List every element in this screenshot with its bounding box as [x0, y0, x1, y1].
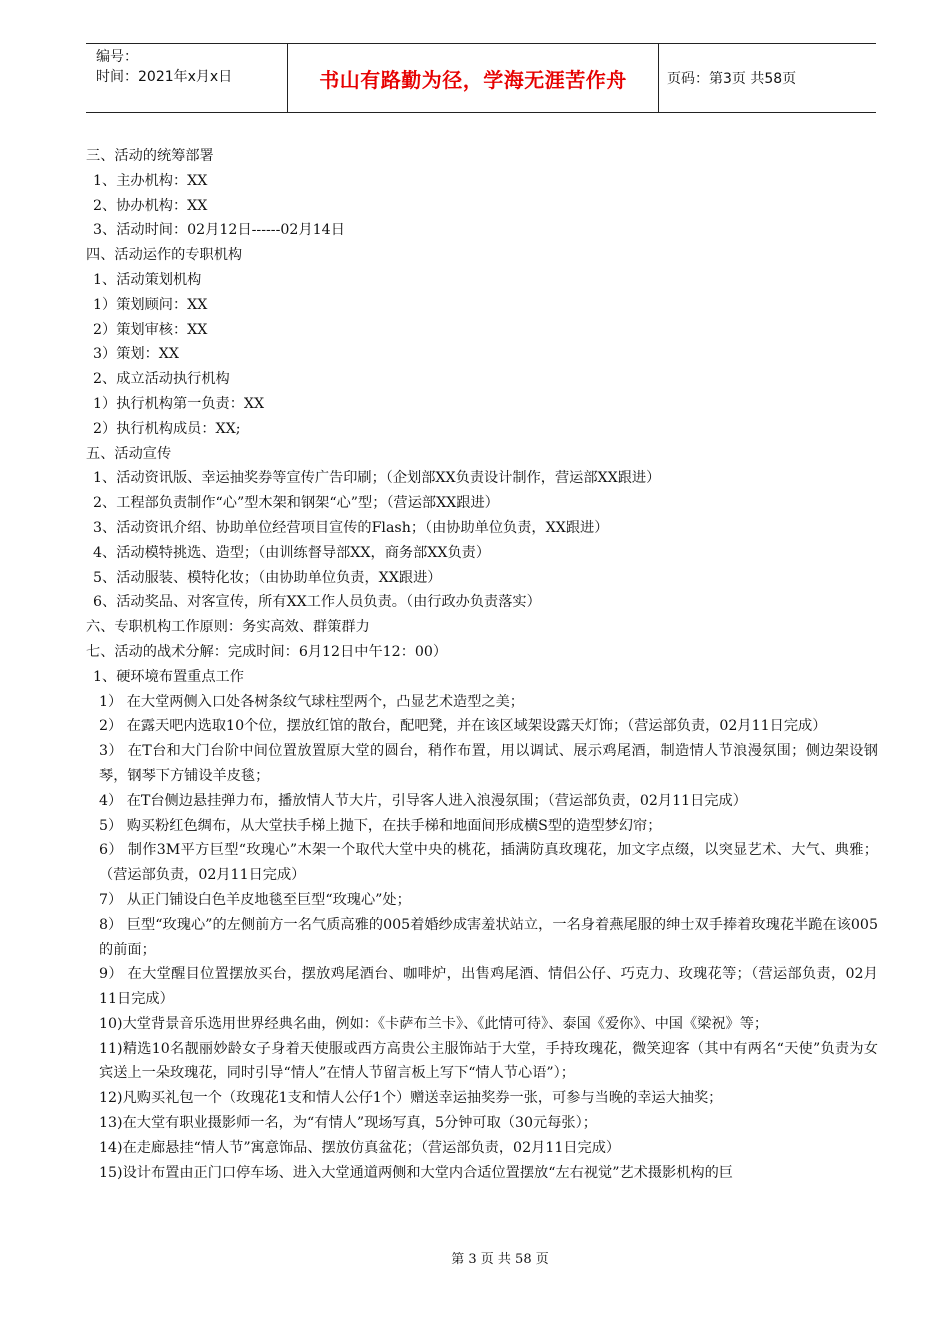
text-line: 5、活动服装、模特化妆；（由协助单位负责，XX跟进） [93, 569, 442, 586]
document-body [86, 144, 878, 1185]
text-line: 14)在走廊悬挂“情人节”寓意饰品、摆放仿真盆花；（营运部负责，02月11日完成） [99, 1139, 621, 1156]
text-line: 10)大堂背景音乐选用世界经典名曲，例如：《卡萨布兰卡》、《此情可待》、泰国《爱你》、中国《梁祝》等； [99, 1015, 769, 1032]
text-line: 1）策划顾问：XX [93, 296, 208, 313]
text-line: 6） 制作3M平方巨型“玫瑰心”木架一个取代大堂中央的桃花，插满防真玫瑰花，加文字点缀，以突显艺术、大气、典雅；（营运部负责，02月11日完成） [99, 842, 878, 884]
page-header [86, 43, 876, 113]
text-line: 四、活动运作的专职机构 [86, 247, 243, 264]
text-line: 11)精选10名靓丽妙龄女子身着天使服或西方高贵公主服饰站于大堂，手持玫瑰花，微笑迎客（其中有两名“天使”负责为女宾送上一朵玫瑰花，同时引导“情人”在情人节留言板上写下“情人节心语”）； [99, 1040, 878, 1082]
header-meta [86, 44, 288, 112]
text-line: 1）执行机构第一负责：XX [93, 395, 265, 412]
text-line: 2）策划审核：XX [93, 321, 208, 338]
text-line: 4） 在T台侧边悬挂弹力布，播放情人节大片，引导客人进入浪漫氛围；（营运部负责，02月11日完成） [99, 792, 747, 809]
text-line: 5） 购买粉红色绸布，从大堂扶手梯上抛下，在扶手梯和地面间形成横S型的造型梦幻帘； [99, 817, 662, 834]
text-line: 2、成立活动执行机构 [93, 371, 230, 388]
text-line: 七、活动的战术分解：完成时间：6月12日中午12：00） [86, 643, 448, 660]
text-line: 4、活动模特挑选、造型；（由训练督导部XX，商务部XX负责） [93, 544, 491, 561]
text-line: 8） 巨型“玫瑰心”的左侧前方一名气质高雅的005着婚纱成害羞状站立，一名身着燕尾服的绅士双手捧着玫瑰花半跪在该005的前面； [99, 916, 878, 958]
text-line: 2、工程部负责制作“心”型木架和钢架“心”型；（营运部XX跟进） [93, 495, 499, 512]
text-line: 7） 从正门铺设白色羊皮地毯至巨型“玫瑰心”处； [99, 891, 411, 908]
text-line: 1、主办机构：XX [93, 172, 208, 189]
text-line: 1、活动资讯版、幸运抽奖券等宣传广告印刷；（企划部XX负责设计制作，营运部XX跟进） [93, 470, 661, 487]
document-number-label: 编号： [96, 49, 138, 65]
text-line: 2）执行机构成员：XX; [93, 420, 241, 437]
text-line: 12)凡购买礼包一个（玫瑰花1支和情人公仔1个）赠送幸运抽奖券一张，可参与当晚的幸运大抽奖； [99, 1090, 723, 1107]
text-line: 13)在大堂有职业摄影师一名，为“有情人”现场写真，5分钟可取（30元每张）； [99, 1115, 597, 1132]
text-line: 1） 在大堂两侧入口处各树条纹气球柱型两个，凸显艺术造型之美； [99, 693, 524, 710]
header-motto: 书山有路勤为径，学海无涯苦作舟 [288, 44, 659, 112]
header-page-number: 页码：第3页 共58页 [667, 71, 797, 87]
text-line: 2） 在露天吧内选取10个位，摆放红馆的散台，配吧凳，并在该区域架设露天灯饰；（营运部负责，02月11日完成） [99, 718, 827, 735]
text-line: 五、活动宣传 [86, 445, 172, 462]
text-line: 三、活动的统筹部署 [86, 148, 214, 164]
text-line: 2、协办机构：XX [93, 197, 208, 214]
page-footer: 第 3 页 共 58 页 [451, 1252, 549, 1267]
text-line: 3、活动资讯介绍、协助单位经营项目宣传的Flash；（由协助单位负责，XX跟进） [93, 519, 609, 536]
text-line: 1、硬环境布置重点工作 [93, 668, 244, 685]
text-line: 9） 在大堂醒目位置摆放买台，摆放鸡尾酒台、咖啡炉，出售鸡尾酒、情侣公仔、巧克力、玫瑰花等；（营运部负责，02月11日完成） [99, 966, 878, 1008]
text-line: 3）策划：XX [93, 346, 179, 363]
text-line: 1、活动策划机构 [93, 271, 202, 288]
text-line: 3、活动时间：02月12日------02月14日 [93, 222, 345, 239]
document-time-label: 时间：2021年x月x日 [96, 69, 233, 85]
text-line: 3） 在T台和大门台阶中间位置放置原大堂的圆台，稍作布置，用以调试、展示鸡尾酒，制造情人节浪漫氛围；侧边架设钢琴，钢琴下方铺设羊皮毯； [99, 743, 878, 784]
text-line: 15)设计布置由正门口停车场、进入大堂通道两侧和大堂内合适位置摆放“左右视觉”艺术摄影机构的巨 [99, 1164, 733, 1181]
text-line: 6、活动奖品、对客宣传，所有XX工作人员负责。（由行政办负责落实） [93, 594, 541, 611]
text-line: 六、专职机构工作原则：务实高效、群策群力 [86, 619, 370, 636]
